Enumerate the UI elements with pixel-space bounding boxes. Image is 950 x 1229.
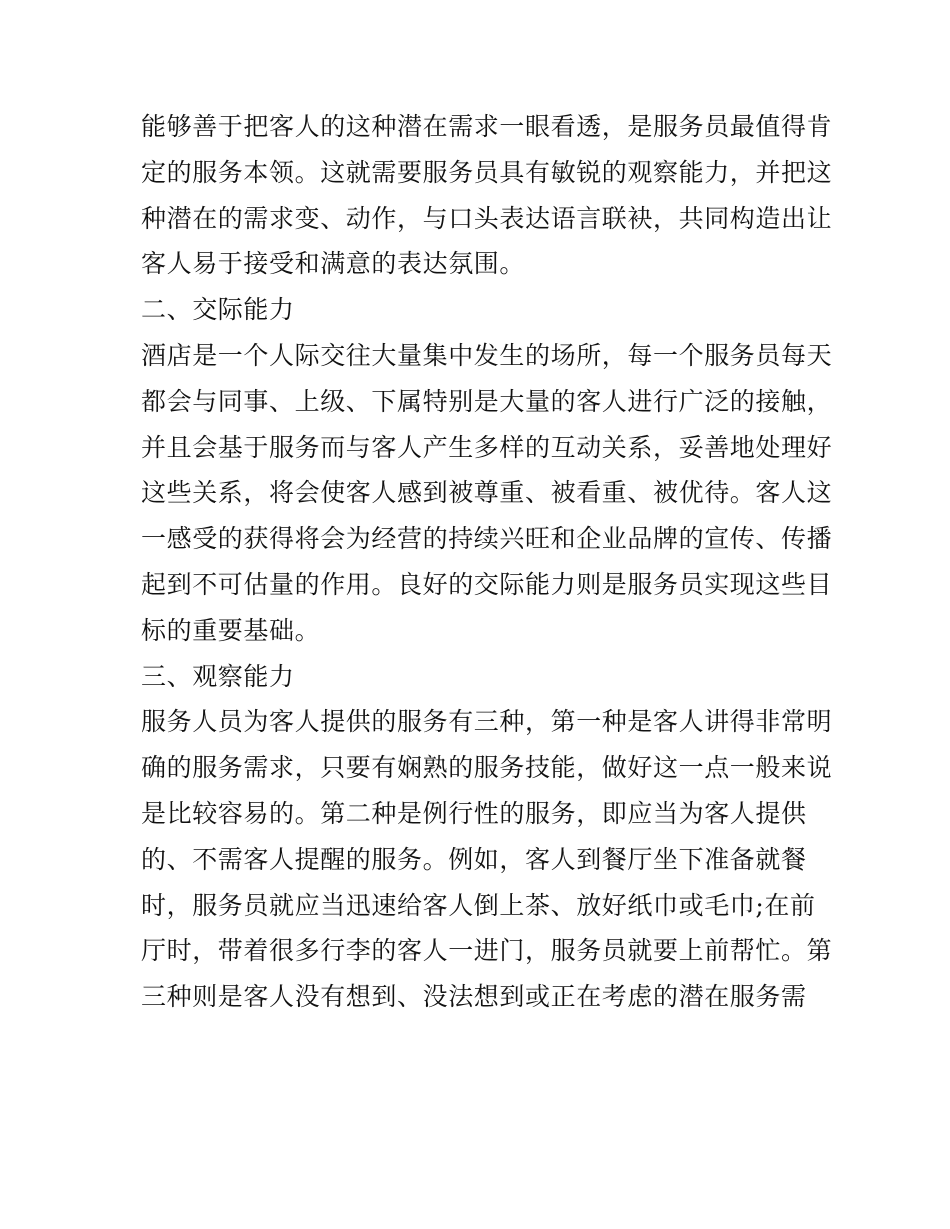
text-line: 是比较容易的。第二种是例行性的服务，即应当为客人提供 [141, 798, 807, 828]
text-line: 厅时，带着很多行李的客人一进门，服务员就要上前帮忙。第 [141, 936, 833, 966]
text-line: 服务人员为客人提供的服务有三种，第一种是客人讲得非常明 [141, 707, 833, 737]
text-line: 的、不需客人提醒的服务。例如，客人到餐厅坐下准备就餐 [141, 844, 807, 874]
text-line: 这些关系，将会使客人感到被尊重、被看重、被优待。客人这 [141, 478, 833, 508]
text-line: 能够善于把客人的这种潜在需求一眼看透，是服务员最值得肯 [141, 112, 833, 141]
text-line: 酒店是一个人际交往大量集中发生的场所，每一个服务员每天 [141, 340, 833, 370]
text-line: 起到不可估量的作用。良好的交际能力则是服务员实现这些目 [141, 569, 833, 599]
text-line: 标的重要基础。 [141, 615, 321, 645]
body-text [141, 104, 831, 1020]
section-heading-social-skills: 二、交际能力 [141, 295, 295, 325]
text-line: 确的服务需求，只要有娴熟的服务技能，做好这一点一般来说 [141, 753, 833, 783]
text-line: 三种则是客人没有想到、没法想到或正在考虑的潜在服务需 [141, 982, 807, 1012]
text-line: 时，服务员就应当迅速给客人倒上茶、放好纸巾或毛巾;在前 [141, 890, 816, 920]
section-heading-observation-skills: 三、观察能力 [141, 661, 295, 691]
text-line: 定的服务本领。这就需要服务员具有敏锐的观察能力，并把这 [141, 157, 833, 187]
text-line: 一感受的获得将会为经营的持续兴旺和企业品牌的宣传、传播 [141, 524, 833, 554]
text-line: 种潜在的需求变、动作，与口头表达语言联袂，共同构造出让 [141, 203, 833, 233]
text-line: 都会与同事、上级、下属特别是大量的客人进行广泛的接触， [141, 386, 833, 416]
text-line: 并且会基于服务而与客人产生多样的互动关系，妥善地处理好 [141, 432, 833, 462]
text-line: 客人易于接受和满意的表达氛围。 [141, 249, 526, 279]
